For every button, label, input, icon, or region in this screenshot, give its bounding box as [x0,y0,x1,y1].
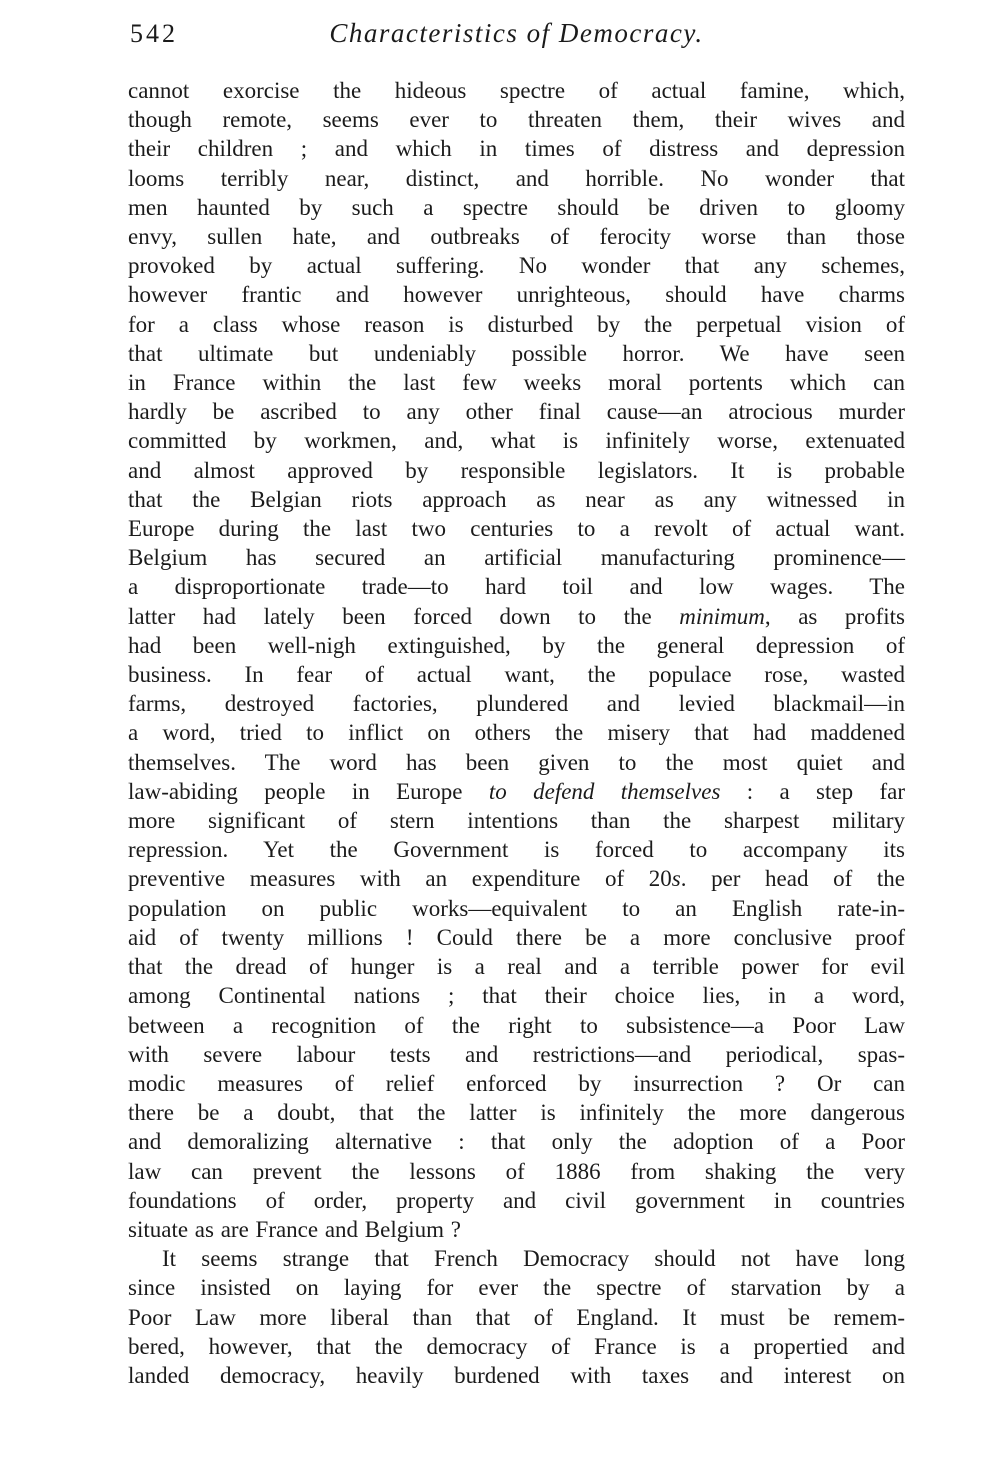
text-line [128,339,905,368]
text-segment: that the dread of hunger is a real and a terrible power for evil [128,954,905,980]
text-segment: . per head of the [680,866,905,892]
text-segment: a word, tried to inflict on others the misery that had maddened [128,720,905,746]
text-segment: Europe during the last two centuries to a revolt of actual want. [128,516,905,542]
running-title: Characteristics of Democracy. [329,18,704,48]
text-segment: their children ; and which in times of distress and depression [128,136,905,162]
text-line [128,689,905,718]
text-line [128,981,905,1010]
text-line [128,864,905,893]
text-segment: men haunted by such a spectre should be driven to gloomy [128,194,905,220]
text-segment: law can prevent the lessons of 1886 from shaking the very [128,1158,905,1184]
text-line [128,835,905,864]
text-segment: law-abiding people in Europe [128,778,489,804]
text-segment: landed democracy, heavily burdened with taxes and interest on [128,1362,905,1388]
text-segment: business. In fear of actual want, the populace rose, wasted [128,662,905,688]
running-header [128,16,905,52]
text-line [128,1244,905,1273]
text-line [128,572,905,601]
text-segment: in France within the last few weeks moral portents which can [128,370,905,396]
text-line [128,1303,905,1332]
text-line [128,631,905,660]
text-line [128,280,905,309]
text-segment: preventive measures with an expenditure of 20 [128,866,672,892]
text-segment: committed by workmen, and, what is infinitely worse, extenuated [128,428,905,454]
text-segment: situate as are France and Belgium ? [128,1216,461,1242]
text-line [128,952,905,981]
text-segment: a disproportionate trade—to hard toil and low wages. The [128,574,905,600]
text-segment: envy, sullen hate, and outbreaks of ferocity worse than those [128,224,905,250]
text-segment: looms terribly near, distinct, and horrible. No wonder that [128,165,905,191]
page-number: 542 [130,19,178,48]
text-segment: provoked by actual suffering. No wonder that any schemes, [128,253,905,279]
text-segment: hardly be ascribed to any other final cause—an atrocious murder [128,399,905,425]
text-line [128,543,905,572]
text-segment: that ultimate but undeniably possible horror. We have seen [128,340,905,366]
text-segment: population on public works—equivalent to an English rate-in- [128,895,905,921]
text-segment: aid of twenty millions ! Could there be a more conclusive proof [128,924,905,950]
text-line [128,1361,905,1390]
text-segment: farms, destroyed factories, plundered and levied blackmail—in [128,691,905,717]
italic-text-segment: minimum [679,603,765,629]
text-line [128,1040,905,1069]
text-line [128,76,905,105]
text-line [128,1332,905,1361]
text-segment: that the Belgian riots approach as near as any witnessed in [128,486,905,512]
text-line [128,1186,905,1215]
text-line [128,777,905,806]
text-line [128,748,905,777]
text-line [128,660,905,689]
text-line [128,602,905,631]
italic-text-segment: s [671,866,681,892]
text-line [128,164,905,193]
text-line [128,1157,905,1186]
text-line [128,105,905,134]
text-line [128,718,905,747]
text-segment: more significant of stern intentions than the sharpest military [128,808,905,834]
text-segment: between a recognition of the right to subsistence—a Poor Law [128,1012,905,1038]
text-line [128,222,905,251]
text-line [128,1011,905,1040]
text-line [128,251,905,280]
italic-text-segment: to defend themselves [488,778,721,804]
text-segment: since insisted on laying for ever the spectre of starvation by a [128,1275,905,1301]
text-line [128,426,905,455]
text-segment: themselves. The word has been given to the most quiet and [128,749,905,775]
text-segment: though remote, seems ever to threaten them, their wives and [128,107,905,133]
text-line [128,310,905,339]
text-segment: repression. Yet the Government is forced to accompany its [128,837,905,863]
text-segment: : a step far [720,778,905,804]
text-line [128,806,905,835]
text-line [128,485,905,514]
text-line [128,514,905,543]
text-line [128,1215,905,1244]
text-segment: however frantic and however unrighteous, should have charms [128,282,905,308]
text-segment: there be a doubt, that the latter is infinitely the more dangerous [128,1100,905,1126]
text-line [128,134,905,163]
text-line [128,1069,905,1098]
text-line [128,1098,905,1127]
text-line [128,193,905,222]
text-segment: for a class whose reason is disturbed by the perpetual vision of [128,311,905,337]
text-line [128,397,905,426]
text-line [128,1273,905,1302]
text-line [128,368,905,397]
text-body [128,76,905,1390]
text-segment: , as profits [764,603,905,629]
text-segment: cannot exorcise the hideous spectre of actual famine, which, [128,78,905,103]
text-segment: Belgium has secured an artificial manufacturing prominence— [128,545,905,571]
text-segment: with severe labour tests and restrictions—and periodical, spas- [128,1041,905,1067]
text-line [128,923,905,952]
text-segment: had been well-nigh extinguished, by the general depression of [128,632,905,658]
text-line [128,894,905,923]
text-segment: modic measures of relief enforced by insurrection ? Or can [128,1070,905,1096]
text-segment: bered, however, that the democracy of France is a propertied and [128,1333,905,1359]
text-line [128,1127,905,1156]
text-segment: among Continental nations ; that their choice lies, in a word, [128,983,905,1009]
text-segment: Poor Law more liberal than that of England. It must be remem- [128,1304,905,1330]
text-segment: and almost approved by responsible legislators. It is probable [128,457,905,483]
text-line [128,456,905,485]
text-segment: It seems strange that French Democracy should not have long [162,1246,905,1272]
text-segment: latter had lately been forced down to the [128,603,680,629]
text-segment: and demoralizing alternative : that only the adoption of a Poor [128,1129,905,1155]
text-segment: foundations of order, property and civil government in countries [128,1187,905,1213]
